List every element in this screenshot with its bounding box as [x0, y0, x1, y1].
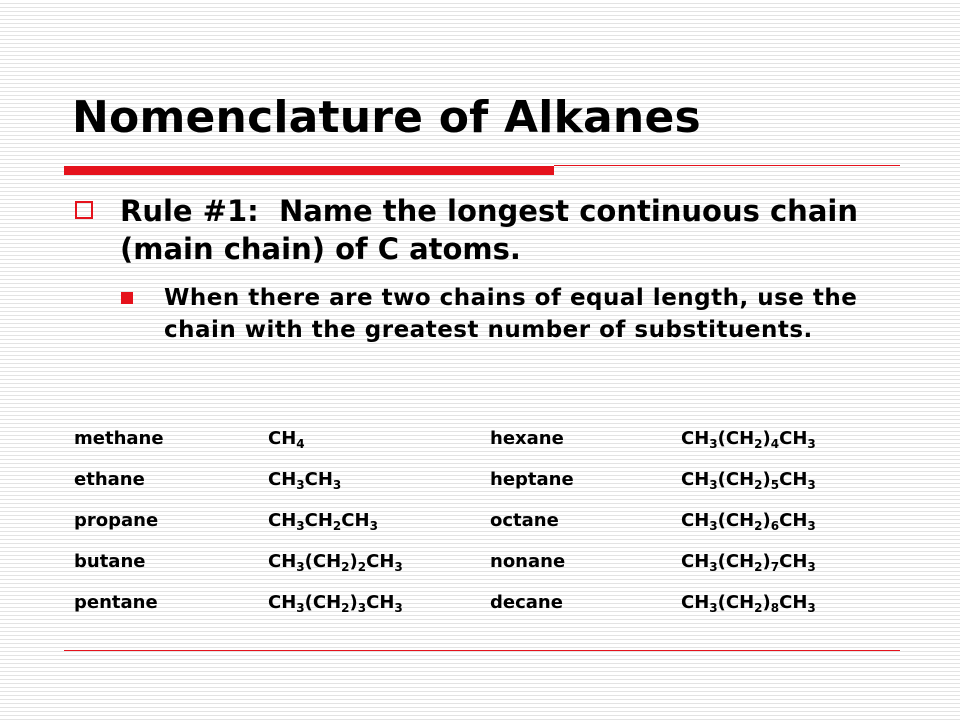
- alkane-name: ethane: [74, 469, 145, 490]
- table-row: [64, 541, 900, 582]
- alkane-formula: $CH_3(CH_2)_7CH_3$: [681, 551, 816, 574]
- table-row: [64, 418, 900, 459]
- alkane-name: hexane: [490, 428, 564, 449]
- sub-bullet-equal-chains-text: When there are two chains of equal length, use the chain with the greatest number of substituents.: [164, 285, 858, 343]
- bullet-rule-1: [72, 192, 902, 268]
- bullet-rule-1-text: Rule #1: Name the longest continuous chain (main chain) of C atoms.: [120, 194, 869, 266]
- alkane-name: methane: [74, 428, 164, 449]
- checkbox-icon: [75, 201, 93, 219]
- alkane-name: nonane: [490, 551, 566, 572]
- alkane-formula: $CH_3(CH_2)_5CH_3$: [681, 469, 816, 492]
- alkane-name: heptane: [490, 469, 574, 490]
- slide-title: Nomenclature of Alkanes: [72, 92, 701, 143]
- bottom-rule: [64, 650, 900, 651]
- alkane-formula: $CH_3(CH_2)_2CH_3$: [268, 551, 403, 574]
- table-row: [64, 582, 900, 623]
- alkane-name: butane: [74, 551, 146, 572]
- alkane-name: pentane: [74, 592, 158, 613]
- sub-bullet-equal-chains: [120, 282, 900, 346]
- alkane-formula: $CH_3(CH_2)_3CH_3$: [268, 592, 403, 615]
- alkane-formula: $CH_3CH_3$: [268, 469, 342, 492]
- alkane-formula: $CH_3(CH_2)_6CH_3$: [681, 510, 816, 533]
- alkane-formula: $CH_4$: [268, 428, 305, 451]
- title-underline: [64, 166, 554, 175]
- alkane-table: [64, 418, 900, 623]
- alkane-name: propane: [74, 510, 159, 531]
- alkane-name: octane: [490, 510, 559, 531]
- alkane-formula: $CH_3CH_2CH_3$: [268, 510, 378, 533]
- alkane-formula: $CH_3(CH_2)_8CH_3$: [681, 592, 816, 615]
- alkane-name: decane: [490, 592, 563, 613]
- alkane-formula: $CH_3(CH_2)_4CH_3$: [681, 428, 816, 451]
- table-row: [64, 500, 900, 541]
- table-row: [64, 459, 900, 500]
- title-rule: [554, 165, 900, 166]
- square-bullet-icon: [121, 292, 133, 304]
